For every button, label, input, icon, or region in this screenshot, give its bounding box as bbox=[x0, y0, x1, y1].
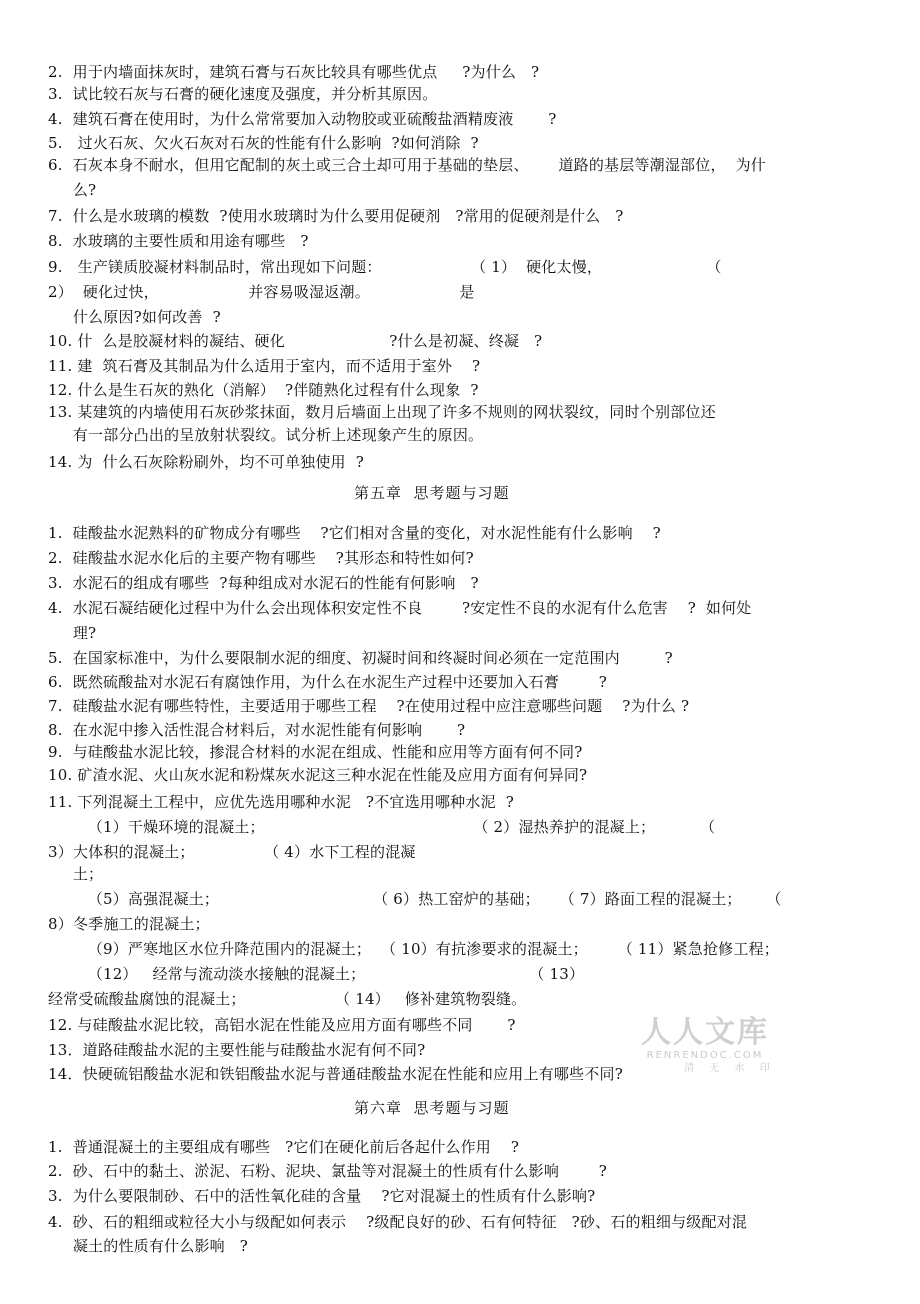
text-line: 4. 建筑石膏在使用时，为什么常常要加入动物胶或亚硫酸盐酒精废液 ? bbox=[48, 110, 557, 128]
text-line: 4. 砂、石的粗细或粒径大小与级配如何表示 ?级配良好的砂、石有何特征 ?砂、石的粗细与级配对混 bbox=[48, 1213, 748, 1231]
text-line: 什么原因?如何改善 ? bbox=[48, 308, 221, 326]
watermark-subtitle: 清 无 水 印 bbox=[684, 1063, 776, 1074]
text-line: 14．快硬硫铝酸盐水泥和铁铝酸盐水泥与普通硅酸盐水泥在性能和应用上有哪些不同? bbox=[48, 1065, 623, 1083]
text-line: 3. 试比较石灰与石膏的硬化速度及强度，并分析其原因。 bbox=[48, 85, 438, 103]
text-line: （5）高强混凝土； （ 6）热工窑炉的基础； （ 7）路面工程的混凝土； （ bbox=[48, 890, 782, 908]
text-line: 10. 什 么是胶凝材料的凝结、硬化 ?什么是初凝、终凝 ? bbox=[48, 332, 543, 350]
text-line: 1. 硅酸盐水泥熟料的矿物成分有哪些 ?它们相对含量的变化，对水泥性能有什么影响 ? bbox=[48, 524, 661, 542]
text-line: 7. 硅酸盐水泥有哪些特性，主要适用于哪些工程 ?在使用过程中应注意哪些问题 ?为什么 ? bbox=[48, 697, 690, 715]
chapter-heading: 第五章 思考题与习题 bbox=[354, 484, 510, 502]
watermark-logo-text: 人人文库 bbox=[641, 1015, 769, 1050]
watermark-site: RENRENDOC.COM bbox=[646, 1050, 764, 1061]
text-line: 2. 硅酸盐水泥水化后的主要产物有哪些 ?其形态和特性如何? bbox=[48, 549, 474, 567]
text-line: 7. 什么是水玻璃的模数 ?使用水玻璃时为什么要用促硬剂 ?常用的促硬剂是什么 ? bbox=[48, 207, 624, 225]
text-line: （12） 经常与流动淡水接触的混凝土； （ 13） bbox=[48, 965, 585, 983]
text-line: 8. 在水泥中掺入活性混合材料后，对水泥性能有何影响 ? bbox=[48, 721, 466, 739]
text-line: 5. 过火石灰、欠火石灰对石灰的性能有什么影响 ?如何消除 ? bbox=[48, 134, 479, 152]
text-line: 13．道路硅酸盐水泥的主要性能与硅酸盐水泥有何不同? bbox=[48, 1041, 426, 1059]
text-line: 土； bbox=[48, 865, 104, 883]
text-line: （9）严寒地区水位升降范围内的混凝土； （ 10）有抗渗要求的混凝土； （ 11）紧急抢修工程； bbox=[48, 940, 779, 958]
chapter-heading: 第六章 思考题与习题 bbox=[354, 1099, 510, 1117]
text-line: 经常受硫酸盐腐蚀的混凝土； （ 14） 修补建筑物裂缝。 bbox=[48, 990, 527, 1008]
text-line: 10. 矿渣水泥、火山灰水泥和粉煤灰水泥这三种水泥在性能及应用方面有何异同? bbox=[48, 766, 588, 784]
text-line: 6. 既然硫酸盐对水泥石有腐蚀作用，为什么在水泥生产过程中还要加入石膏 ? bbox=[48, 673, 608, 691]
text-line: 8. 水玻璃的主要性质和用途有哪些 ? bbox=[48, 232, 309, 250]
text-line: 8）冬季施工的混凝土； bbox=[48, 915, 210, 933]
text-line: 凝土的性质有什么影响 ? bbox=[48, 1237, 248, 1255]
text-line: 9. 与硅酸盐水泥比较，掺混合材料的水泥在组成、性能和应用等方面有何不同? bbox=[48, 743, 583, 761]
text-line: 11. 下列混凝土工程中，应优先选用哪种水泥 ?不宜选用哪种水泥 ? bbox=[48, 793, 514, 811]
text-line: 9. 生产镁质胶凝材料制品时，常出现如下问题： （ 1） 硬化太慢， （ bbox=[48, 258, 722, 276]
text-line: 3. 为什么要限制砂、石中的活性氧化硅的含量 ?它对混凝土的性质有什么影响? bbox=[48, 1187, 596, 1205]
watermark-logo bbox=[630, 1016, 780, 1080]
text-line: 3. 水泥石的组成有哪些 ?每种组成对水泥石的性能有何影响 ? bbox=[48, 574, 479, 592]
text-line: 1. 普通混凝土的主要组成有哪些 ?它们在硬化前后各起什么作用 ? bbox=[48, 1138, 520, 1156]
text-line: 有一部分凸出的呈放射状裂纹。试分析上述现象产生的原因。 bbox=[48, 426, 484, 444]
text-line: 2. 砂、石中的黏土、淤泥、石粉、泥块、氯盐等对混凝土的性质有什么影响 ? bbox=[48, 1162, 608, 1180]
text-line: 6. 石灰本身不耐水，但用它配制的灰土或三合土却可用于基础的垫层、 道路的基层等潮湿部位， 为什 bbox=[48, 156, 766, 174]
text-line: 5. 在国家标准中，为什么要限制水泥的细度、初凝时间和终凝时间必须在一定范围内 ? bbox=[48, 649, 673, 667]
text-line: 12. 什么是生石灰的熟化（消解） ?伴随熟化过程有什么现象 ? bbox=[48, 381, 479, 399]
text-line: 2. 用于内墙面抹灰时，建筑石膏与石灰比较具有哪些优点 ?为什么 ? bbox=[48, 63, 540, 81]
text-line: 13. 某建筑的内墙使用石灰砂浆抹面，数月后墙面上出现了许多不规则的网状裂纹，同时个别部位还 bbox=[48, 403, 716, 421]
text-line: 12. 与硅酸盐水泥比较，高铝水泥在性能及应用方面有哪些不同 ? bbox=[48, 1016, 516, 1034]
text-line: 理? bbox=[48, 624, 97, 642]
text-line: 4. 水泥石凝结硬化过程中为什么会出现体积安定性不良 ?安定性不良的水泥有什么危害 ? 如何处 bbox=[48, 599, 752, 617]
text-line: 11. 建 筑石膏及其制品为什么适用于室内，而不适用于室外 ? bbox=[48, 357, 481, 375]
text-line: 3）大体积的混凝土； （ 4）水下工程的混凝 bbox=[48, 843, 416, 861]
text-line: 2） 硬化过快， 并容易吸湿返潮。 是 bbox=[48, 283, 475, 301]
text-line: （1）干燥环境的混凝土； （ 2）湿热养护的混凝上； （ bbox=[48, 818, 716, 836]
text-line: 14. 为 什么石灰除粉刷外，均不可单独使用 ? bbox=[48, 453, 364, 471]
text-line: 么? bbox=[48, 181, 97, 199]
